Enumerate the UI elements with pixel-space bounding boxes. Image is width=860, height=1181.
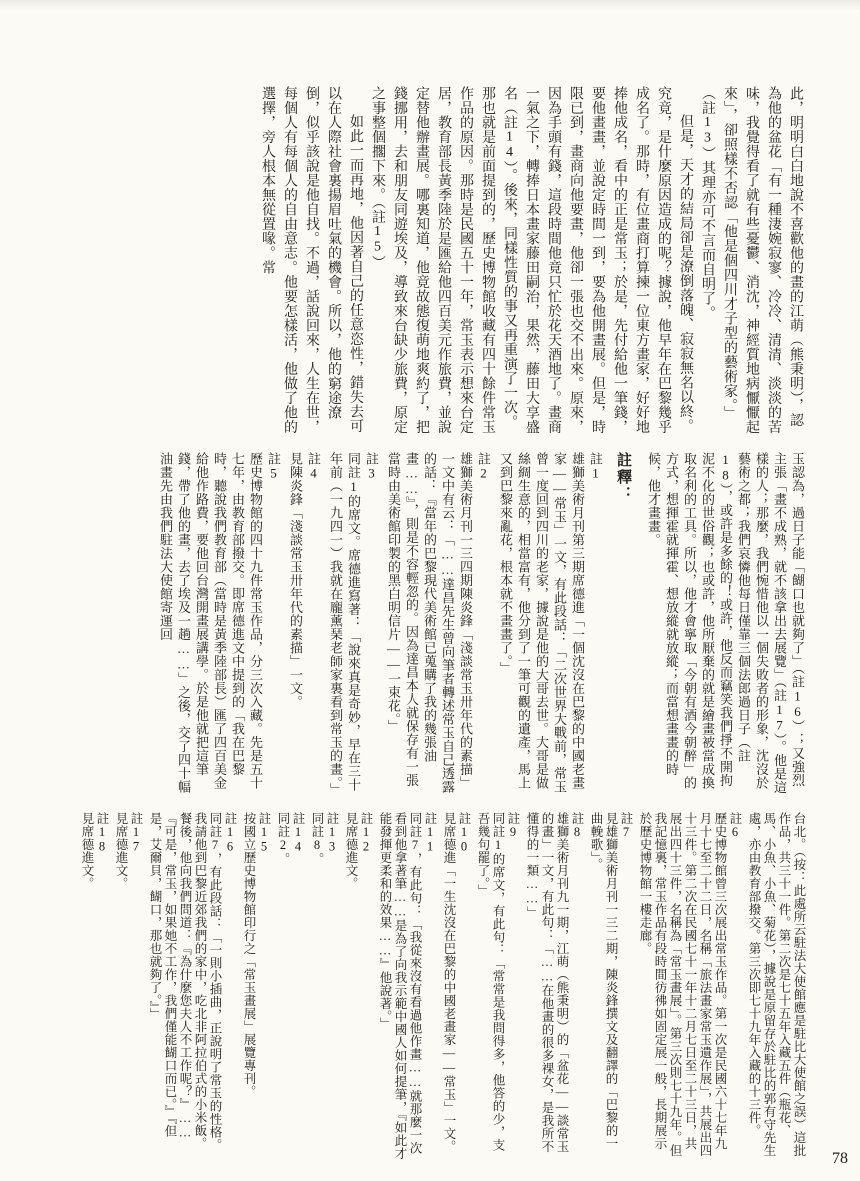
note-text: 見席德進「一生沈沒在巴黎的中國老畫家——常玉」一文。 <box>442 812 456 1153</box>
notes-heading: 註釋： <box>615 452 631 503</box>
note-label: 註18 <box>95 812 109 854</box>
note-text: 同註1的席文，有此句：「常常是我問得多，他答的少，支吾幾句罷了。」 <box>476 812 505 1152</box>
note-label: 註11 <box>423 812 437 854</box>
note-text: 同註8。 <box>310 812 324 866</box>
main-text-top-band <box>54 86 806 436</box>
note-label: 註4 <box>306 452 321 481</box>
note-label: 註7 <box>619 812 633 840</box>
note-label: 註15 <box>257 812 271 854</box>
main-paragraph-continuation: 玉認為，過日子能「餬口也就夠了」（註16）；又強烈主張「畫不成熟，就不該拿出去展覽」（註17）。他是這樣的人；那麼，我們惋惜他以一個失敗者的形象，沈沒於藝術之都；我們哀憐他每日僅靠三個法郎過日子（註18），或許是多餘的！或許，他反而竊笑我們掙不開拘泥不化的世俗觀；也或許，他所厭棄的就是繪畫被當成換取名利的工具。所以，他才會寧取「今朝有酒今朝醉」的方式，想揮霍就揮霍、想放縱就放縱；而當想畫畫的時候，他才畫畫。 <box>646 452 805 794</box>
note-item <box>156 452 282 796</box>
note-item <box>377 812 437 1162</box>
note-item <box>241 812 271 1162</box>
note-item <box>441 812 471 1162</box>
middle-band-notes-1-5 <box>54 452 806 796</box>
note-text: 雄獅美術月刊九一期，江萌（熊秉明）的「盆花——談常玉的畫」一文，有此句：「……在他畫的很多裸女，是我所不懂得的一類……」 <box>525 812 569 1153</box>
note-label: 註17 <box>129 812 143 854</box>
note-label: 註8 <box>570 812 584 840</box>
note-text: 見陳炎鋒「淺談常玉卅年代的素描」一文。 <box>288 452 303 709</box>
note-item <box>384 452 492 796</box>
note-text: 同註7，有此段話：「一則小插曲，正說明了常玉的性格。我請他到巴黎近郊我們的家中，吃北非阿拉伯式的小米飯。餐後，他向我們問道：『為什麼您夫人不工作呢？』……『可是，常玉，如果她不工作，我們僅能餬口而已。』『但是，艾爾貝，餬口，那也就夠了。』」 <box>148 812 222 1152</box>
note-label: 註10 <box>457 812 471 854</box>
note-label: 註5 <box>266 452 281 481</box>
note-item <box>475 812 520 1162</box>
note-label: 註2 <box>476 452 491 481</box>
bottom-band-notes-6-18 <box>54 812 806 1162</box>
note-label: 註1 <box>588 452 603 481</box>
page-number: 78 <box>832 1150 848 1167</box>
note-text: 同註7，有此句：「我從來沒有看過他作畫……就那麼一次看到他拿著筆……是為了向我示範中國人如何提筆，『如此才能發揮更柔和的效果……』他說著。」 <box>378 812 422 1160</box>
note-item <box>326 452 380 796</box>
note-text: 見席德進文。 <box>114 812 128 890</box>
note-text: 雄獅美術月刊一三四期陳炎鋒「淺談常玉卅年代的素描」一文中有云：「……達昌先生曾向筆者轉述常玉自己透露的話：『當年的巴黎現代美術館已蒐購了我的幾張油畫……』，則是不容輕忽的。因為達昌本人就保存有一張當時由美術館印製的黑白明信片——一束花。」 <box>386 452 473 794</box>
note-label: 註3 <box>364 452 379 481</box>
note-item <box>524 812 584 1162</box>
note-label: 註12 <box>359 812 373 854</box>
note-item <box>286 452 322 796</box>
note-text: 見雄獅美術月刊一三二期，陳炎鋒撰文及翻譯的「巴黎的一曲輓歌」。 <box>589 812 618 1150</box>
note-item <box>496 452 604 796</box>
note-item <box>79 812 109 1162</box>
note-item <box>113 812 143 1162</box>
note-label: 註16 <box>223 812 237 854</box>
note-item <box>147 812 237 1162</box>
note-label: 註13 <box>325 812 339 854</box>
note-text: 見席德進文。 <box>344 812 358 890</box>
note-5-continuation: 台北。（按：此處所云駐法大使館應是駐比大使館之誤）這批作品，共三十一件。第二次是七十五年入藏五件（瓶花、馬、小魚、小魚、菊花），據說是原留存於駐比的郭有守先生處，亦由教育部撥交。第三次即七十九年入藏的十三件。 <box>747 812 806 1157</box>
main-paragraph: 如此一而再地，他因著自己的任意恣性，錯失去可以在人際社會裏揚眉吐氣的機會。所以，他的窮途潦倒，似乎該說是他自找。不過，話說回來，人生在世，每個人有每個人的自由意志。他要怎樣活，他做了他的選擇，旁人根本無從置喙。常 <box>260 86 363 434</box>
note-item <box>588 812 633 1162</box>
note-item <box>309 812 339 1162</box>
main-paragraph: 但是，天才的結局卻是潦倒落魄、寂寂無名以終。究竟，是什麼原因造成的呢？據說，他早年在巴黎幾乎成名了。那時，有位畫商打算揀一位東方畫家，好好地捧他成名，看中的正是常玉；於是，先付給他一筆錢，要他畫畫，並說定時間一到，要為他開畫展。但是，時限已到，畫商向他要畫，他卻一張也交不出來。原來，因為手頭有錢，這段時間他竟只忙於花天酒地了。畫商一氣之下，轉捧日本畫家藤田嗣治，果然，藤田大享盛名（註14）。後來，同樣性質的事又再重演了一次。那也就是前面提到的，歷史博物館收藏有四十餘件常玉作品的原因。那時是民國五十一年，常玉表示想來台定居，教育部長黃季陸於是匯給他四百美元作旅費，並說定替他辦畫展。哪裏知道，他竟故態復萌地爽約了，把錢挪用，去和朋友同遊埃及，導致來台缺少旅費，原定之事整個擱下來。（註15） <box>370 86 693 434</box>
note-text: 歷史博物館曾三次展出常玉作品。第一次是民國六十七年九月十七至二十二日，名稱「旅法畫家常玉遺作展」，共展出四十三件。第二次在民國七十一年十二月七日至二十三日，共展出四十三件，名稱為「常玉畫展」。第三次則七十九年。但我記憶裏，常玉作品有段時間彷彿如固定展一般，長期展示於歷史博物館一樓走廊。 <box>638 812 727 1157</box>
note-item <box>637 812 742 1162</box>
note-label: 註6 <box>728 812 742 840</box>
note-text: 同註1的席文。席德進寫著：「說來真是奇妙，早在三十年前（一九四一）我就在龐薰琹老師家裏看到常玉的畫。」 <box>328 452 361 796</box>
note-text: 按國立歷史博物館印行之「常玉畫展」展覽專刊。 <box>242 812 256 1098</box>
note-text: 歷史博物館的四十九件常玉作品，分三次入藏。先是五十七年，由教育部撥交。即席德進文中提到的「我在巴黎時，聽說我們教育部（當時是黃季陸部長）匯了四百美金給他作路費，要他回台灣開畫展講學。於是他就把這筆錢，帶了他的畫，去了埃及一趟……」之後，交了四十幅油畫先由我們駐法大使館寄運回 <box>158 452 263 794</box>
note-text: 雄獅美術月刊第三期席德進「一個沈沒在巴黎的中國老畫家——常玉」一文，有此段話：「二次世界大戰前，常玉曾一度回到四川的老家，據說是他的大哥去世。大哥是做絲綢生意的，相當富有，他分到了一筆可觀的遺產，馬上又到巴黎來亂花，根本就不畫畫了。」 <box>498 452 585 794</box>
main-paragraph-continuation: 此，明明白白地說不喜歡他的畫的江萌（熊秉明），認為他的盆花「有一種淒婉寂寥、冷冷、清清、淡淡的苦味，我覺得看了就有些憂鬱、消沈，神經質地病懨懨起來」，卻照樣不否認「他是個四川才子型的藝術家。」（註13）其理亦可不言而自明了。 <box>700 86 803 434</box>
note-text: 同註2。 <box>276 812 290 866</box>
note-text: 見席德進文。 <box>80 812 94 890</box>
note-item <box>275 812 305 1162</box>
note-label: 註14 <box>291 812 305 854</box>
note-item <box>343 812 373 1162</box>
note-label: 註9 <box>506 812 520 840</box>
